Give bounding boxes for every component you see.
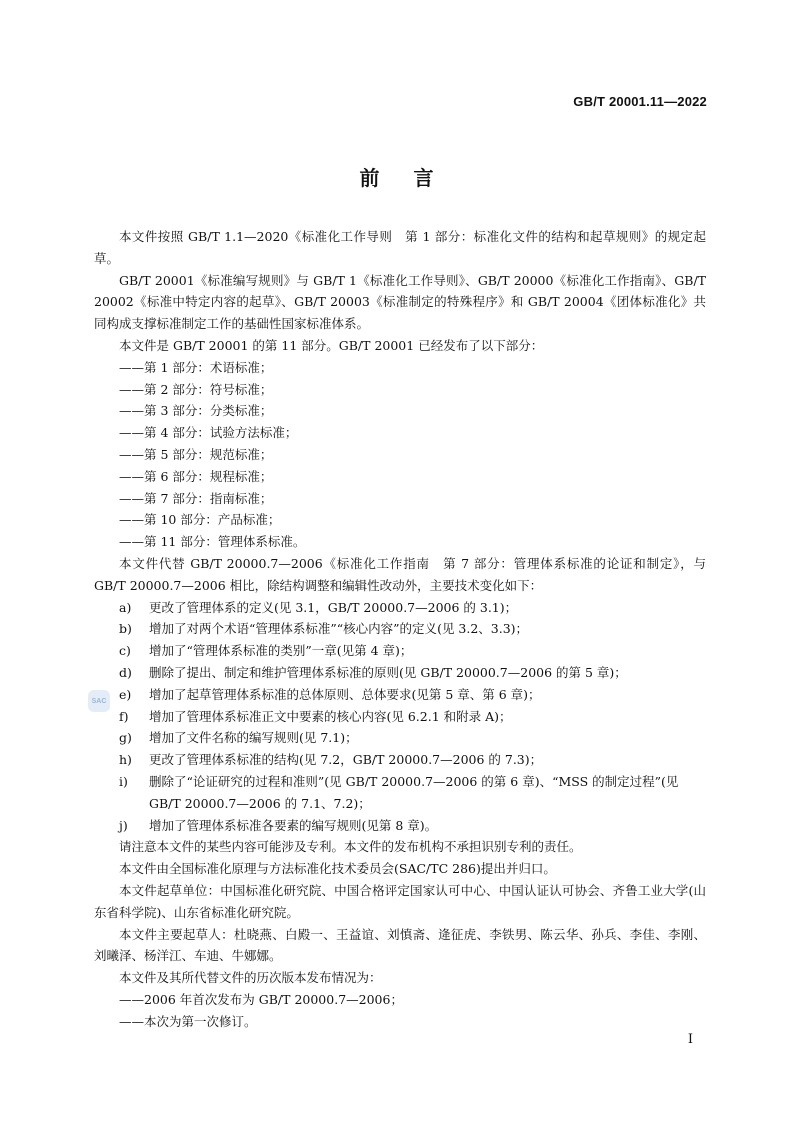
page-number: I [687,1032,693,1047]
list-item-label: j) [119,817,128,833]
history-list [94,989,706,1033]
list-item-text: 删除了提出、制定和维护管理体系标准的原则(见 GB/T 20000.7—2006 的第 5 章)； [149,664,627,680]
list-item-text: 增加了管理体系标准各要素的编写规则(见第 8 章)。 [149,817,438,833]
foreword-body [94,226,706,1032]
list-item-text: 增加了对两个术语“管理体系标准”“核心内容”的定义(见 3.2、3.3)； [149,621,529,637]
list-item-text: 更改了管理体系的定义(见 3.1，GB/T 20000.7—2006 的 3.1)； [149,599,518,615]
changes-list [94,597,706,837]
list-item-text: 增加了“管理体系标准的类别”一章(见第 4 章)； [149,643,413,659]
list-item: ——第 3 部分：分类标准； [119,403,273,419]
paragraph-drafters: 本文件主要起草人：杜晓燕、白殿一、王益谊、刘慎斋、逄征虎、李铁男、陈云华、孙兵、李佳、李刚、刘曦泽、杨洋江、车迪、牛娜娜。 [94,926,706,964]
list-item-label: f) [119,708,129,724]
list-item [94,815,706,837]
paragraph-standard-system: GB/T 20001《标准编写规则》与 GB/T 1《标准化工作导则》、GB/T 20000《标准化工作指南》、GB/T 20002《标准中特定内容的起草》、GB/T 20003《标准制定的特殊程序》和 GB/T 20004《团体标准化》共同构成支撑标准制定工作的基础性国家标准体系。 [94,272,706,332]
list-item-text: 增加了起草管理体系标准的总体原则、总体要求(见第 5 章、第 6 章)； [149,686,541,702]
paragraph-proposer: 本文件由全国标准化原理与方法标准化技术委员会(SAC/TC 286)提出并归口。 [119,861,556,877]
list-item [94,662,706,684]
paragraph-replacement: 本文件代替 GB/T 20000.7—2006《标准化工作指南 第 7 部分：管理体系标准的论证和制定》，与 GB/T 20000.7—2006 相比，除结构调整和编辑性改动外，主要技术变化如下： [94,555,706,593]
list-item-label: h) [119,752,132,768]
list-item: ——第 6 部分：规程标准； [119,468,273,484]
list-item: ——第 2 部分：符号标准； [119,381,273,397]
list-item-text: 增加了文件名称的编写规则(见 7.1)； [149,730,358,746]
list-item [94,749,706,771]
list-item [94,640,706,662]
list-item-label: c) [119,643,131,659]
list-item: ——第 11 部分：管理体系标准。 [119,534,306,550]
list-item-text: 增加了管理体系标准正文中要素的核心内容(见 6.2.1 和附录 A)； [149,708,512,724]
list-item-label: d) [119,664,132,680]
list-item-label: i) [119,773,128,789]
list-item-text: 更改了管理体系标准的结构(见 7.2，GB/T 20000.7—2006 的 7.3)； [149,752,543,768]
list-item-label: a) [119,599,132,615]
paragraph-drafting-rules: 本文件按照 GB/T 1.1—2020《标准化工作导则 第 1 部分：标准化文件的结构和起草规则》的规定起草。 [94,229,706,266]
parts-list [94,357,706,553]
paragraph-history-intro: 本文件及其所代替文件的历次版本发布情况为： [119,970,382,986]
list-item-label: g) [119,730,132,746]
list-item: ——第 4 部分：试验方法标准； [119,425,298,441]
list-item: ——第 5 部分：规范标准； [119,446,273,462]
list-item [94,771,706,815]
list-item-label: e) [119,686,132,702]
list-item [94,684,706,706]
paragraph-drafting-organizations: 本文件起草单位：中国标准化研究院、中国合格评定国家认可中心、中国认证认可协会、齐鲁工业大学(山东省科学院)、山东省标准化研究院。 [94,882,706,920]
paragraph-parts-intro: 本文件是 GB/T 20001 的第 11 部分。GB/T 20001 已经发布了以下部分： [119,337,544,353]
list-item [94,706,706,728]
list-item [94,727,706,749]
list-item: ——本次为第一次修订。 [119,1013,257,1029]
list-item-text: 删除了“论证研究的过程和准则”(见 GB/T 20000.7—2006 的第 6 章)、“MSS 的制定过程”(见 GB/T 20000.7—2006 的 7.1、7.2)； [149,773,679,811]
list-item-label: b) [119,621,132,637]
standard-code: GB/T 20001.11—2022 [573,94,707,109]
list-item: ——第 7 部分：指南标准； [119,490,273,506]
list-item: ——第 1 部分：术语标准； [119,359,273,375]
list-item [94,597,706,619]
page-title: 前言 [359,166,468,190]
sac-watermark-logo: SAC [88,690,110,712]
list-item [94,618,706,640]
list-item: ——第 10 部分：产品标准； [119,512,281,528]
list-item: ——2006 年首次发布为 GB/T 20000.7—2006； [119,991,403,1007]
paragraph-patent-notice: 请注意本文件的某些内容可能涉及专利。本文件的发布机构不承担识别专利的责任。 [119,839,582,855]
